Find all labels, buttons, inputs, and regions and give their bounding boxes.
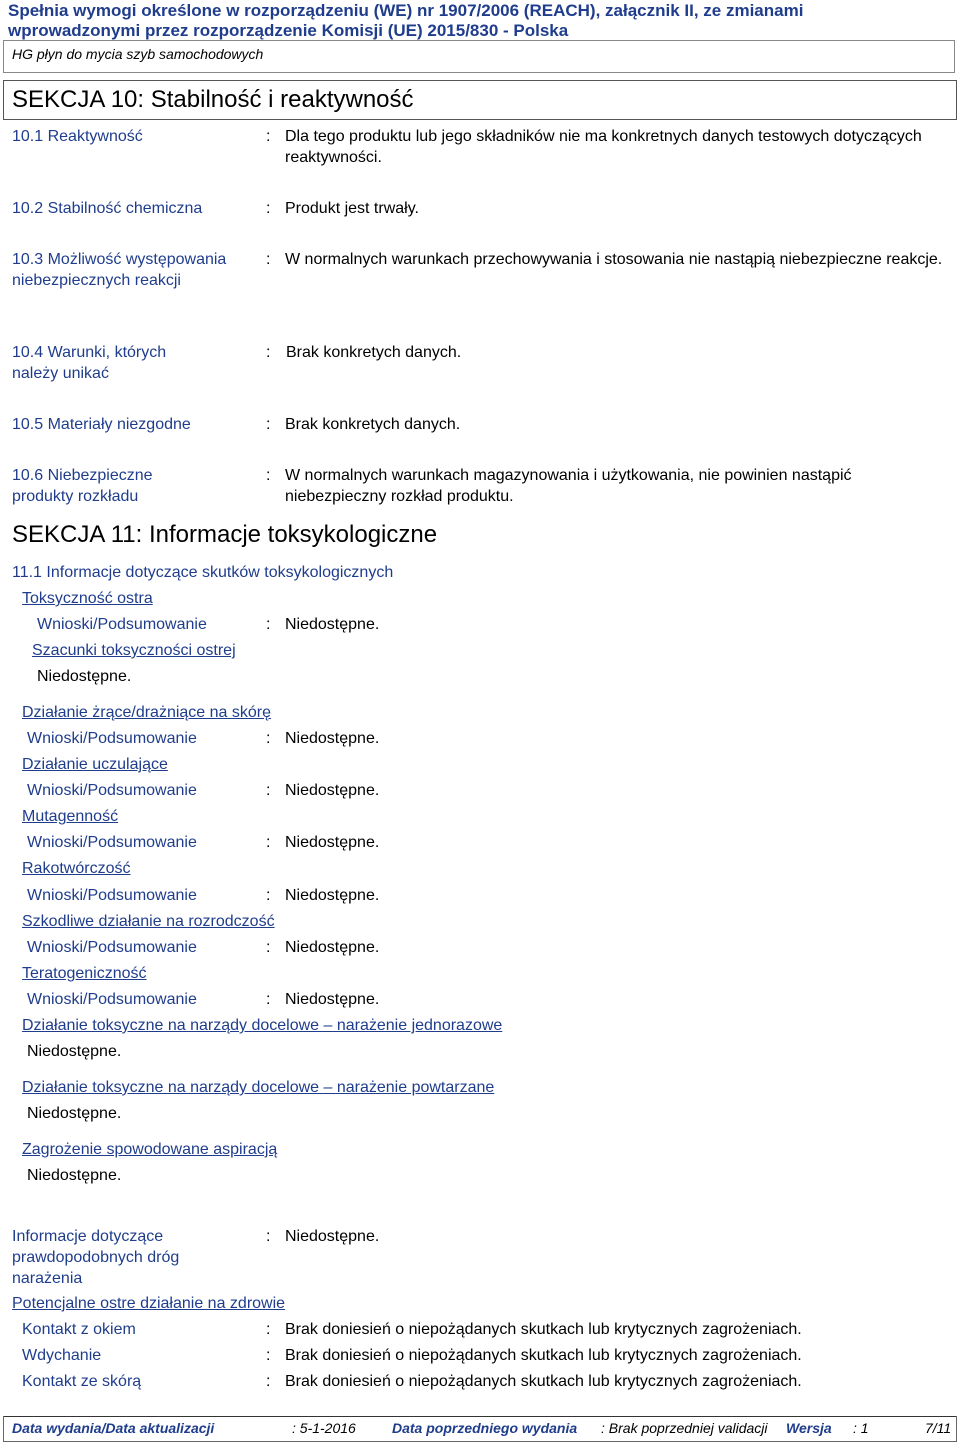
- s10-value-decomposition: W normalnych warunkach magazynowania i użytkowania, nie powinien nastąpić niebezpieczny rozkład produktu.: [285, 467, 852, 505]
- regulation-header-line1: Spełnia wymogi określone w rozporządzeniu (WE) nr 1907/2006 (REACH), załącznik II, ze zmianami: [8, 1, 804, 20]
- carcinogenicity-conclusions-label: Wnioski/Podsumowanie: [27, 887, 197, 904]
- s10-label-reactivity: 10.1 Reaktywność: [12, 128, 143, 145]
- inhalation-label: Wdychanie: [22, 1347, 102, 1364]
- colon: :: [266, 251, 271, 268]
- colon: :: [266, 1321, 271, 1338]
- stot-repeat-value: Niedostępne.: [27, 1105, 122, 1122]
- s10-label-stability: 10.2 Stabilność chemiczna: [12, 200, 203, 217]
- footer-version-label: Wersja: [786, 1420, 832, 1436]
- product-name: HG płyn do mycia szyb samochodowych: [12, 46, 264, 62]
- section11-title: SEKCJA 11: Informacje toksykologiczne: [12, 521, 438, 548]
- s10-label-incompatible-materials: 10.5 Materiały niezgodne: [12, 416, 191, 433]
- footer-page-number: 7/11: [925, 1420, 952, 1436]
- colon: :: [266, 1228, 271, 1245]
- sensitization-heading: Działanie uczulające: [22, 756, 168, 773]
- mutagenicity-conclusions-label: Wnioski/Podsumowanie: [27, 834, 197, 851]
- sensitization-conclusions-value: Niedostępne.: [285, 782, 380, 799]
- eye-contact-value: Brak doniesień o niepożądanych skutkach lub krytycznych zagrożeniach.: [285, 1321, 802, 1338]
- colon: :: [266, 344, 271, 361]
- footer-issue-label: Data wydania/Data aktualizacji: [12, 1420, 215, 1436]
- footer-version-value: : 1: [853, 1420, 869, 1436]
- carcinogenicity-conclusions-value: Niedostępne.: [285, 887, 380, 904]
- s10-label-decomposition: 10.6 Niebezpieczne produkty rozkładu: [12, 467, 153, 505]
- acute-conclusions-label: Wnioski/Podsumowanie: [37, 616, 207, 633]
- skin-conclusions-value: Niedostępne.: [285, 730, 380, 747]
- teratogenicity-conclusions-value: Niedostępne.: [285, 991, 380, 1008]
- colon: :: [266, 1373, 271, 1390]
- skin-contact-value: Brak doniesień o niepożądanych skutkach lub krytycznych zagrożeniach.: [285, 1373, 802, 1390]
- aspiration-heading: Zagrożenie spowodowane aspiracją: [22, 1141, 278, 1158]
- colon: :: [266, 730, 271, 747]
- aspiration-value: Niedostępne.: [27, 1167, 122, 1184]
- eye-contact-label: Kontakt z okiem: [22, 1321, 136, 1338]
- colon: :: [266, 128, 271, 145]
- colon: :: [266, 782, 271, 799]
- acute-toxicity-heading: Toksyczność ostra: [22, 590, 153, 607]
- colon: :: [266, 416, 271, 433]
- s10-value-incompatible-materials: Brak konkretych danych.: [285, 416, 461, 433]
- stot-single-value: Niedostępne.: [27, 1043, 122, 1060]
- sensitization-conclusions-label: Wnioski/Podsumowanie: [27, 782, 197, 799]
- footer-prev-label: Data poprzedniego wydania: [392, 1420, 578, 1436]
- teratogenicity-heading: Teratogeniczność: [22, 965, 147, 982]
- colon: :: [266, 1347, 271, 1364]
- stot-single-heading: Działanie toksyczne na narządy docelowe – narażenie jednorazowe: [22, 1017, 503, 1034]
- s10-label-hazardous-reactions: 10.3 Możliwość występowania niebezpiecznych reakcji: [12, 251, 227, 289]
- reproductive-conclusions-label: Wnioski/Podsumowanie: [27, 939, 197, 956]
- colon: :: [266, 834, 271, 851]
- skin-conclusions-label: Wnioski/Podsumowanie: [27, 730, 197, 747]
- carcinogenicity-heading: Rakotwórczość: [22, 860, 131, 877]
- skin-corrosion-heading: Działanie żrące/drażniące na skórę: [22, 704, 272, 721]
- footer-prev-value: : Brak poprzedniej validacji: [601, 1420, 768, 1436]
- acute-estimates-value: Niedostępne.: [37, 668, 132, 685]
- reproductive-toxicity-heading: Szkodliwe działanie na rozrodczość: [22, 913, 275, 930]
- skin-contact-label: Kontakt ze skórą: [22, 1373, 142, 1390]
- colon: :: [266, 991, 271, 1008]
- colon: :: [266, 200, 271, 217]
- mutagenicity-conclusions-value: Niedostępne.: [285, 834, 380, 851]
- exposure-routes-label: Informacje dotyczące prawdopodobnych dróg narażenia: [12, 1228, 180, 1287]
- colon: :: [266, 887, 271, 904]
- regulation-header-line2: wprowadzonymi przez rozporządzenie Komisji (UE) 2015/830 - Polska: [8, 21, 569, 40]
- stot-repeat-heading: Działanie toksyczne na narządy docelowe – narażenie powtarzane: [22, 1079, 495, 1096]
- reproductive-conclusions-value: Niedostępne.: [285, 939, 380, 956]
- acute-health-effects-heading: Potencjalne ostre działanie na zdrowie: [12, 1295, 286, 1312]
- mutagenicity-heading: Mutagenność: [22, 808, 119, 825]
- exposure-routes-value: Niedostępne.: [285, 1228, 380, 1245]
- s10-value-reactivity: Dla tego produktu lub jego składników nie ma konkretnych danych testowych dotyczących reaktywności.: [285, 128, 922, 166]
- section10-title: SEKCJA 10: Stabilność i reaktywność: [12, 86, 414, 113]
- acute-estimates-heading: Szacunki toksyczności ostrej: [32, 642, 236, 659]
- colon: :: [266, 616, 271, 633]
- s10-value-hazardous-reactions: W normalnych warunkach przechowywania i stosowania nie nastąpią niebezpieczne reakcje.: [285, 251, 943, 268]
- colon: :: [266, 467, 271, 484]
- s10-label-conditions-to-avoid: 10.4 Warunki, których należy unikać: [12, 344, 167, 382]
- s10-value-stability: Produkt jest trwały.: [285, 200, 419, 217]
- colon: :: [266, 939, 271, 956]
- footer-issue-value: : 5-1-2016: [292, 1420, 356, 1436]
- teratogenicity-conclusions-label: Wnioski/Podsumowanie: [27, 991, 197, 1008]
- inhalation-value: Brak doniesień o niepożądanych skutkach lub krytycznych zagrożeniach.: [285, 1347, 802, 1364]
- section11-subheading: 11.1 Informacje dotyczące skutków toksykologicznych: [12, 564, 394, 581]
- acute-conclusions-value: Niedostępne.: [285, 616, 380, 633]
- s10-value-conditions-to-avoid: Brak konkretych danych.: [286, 344, 462, 361]
